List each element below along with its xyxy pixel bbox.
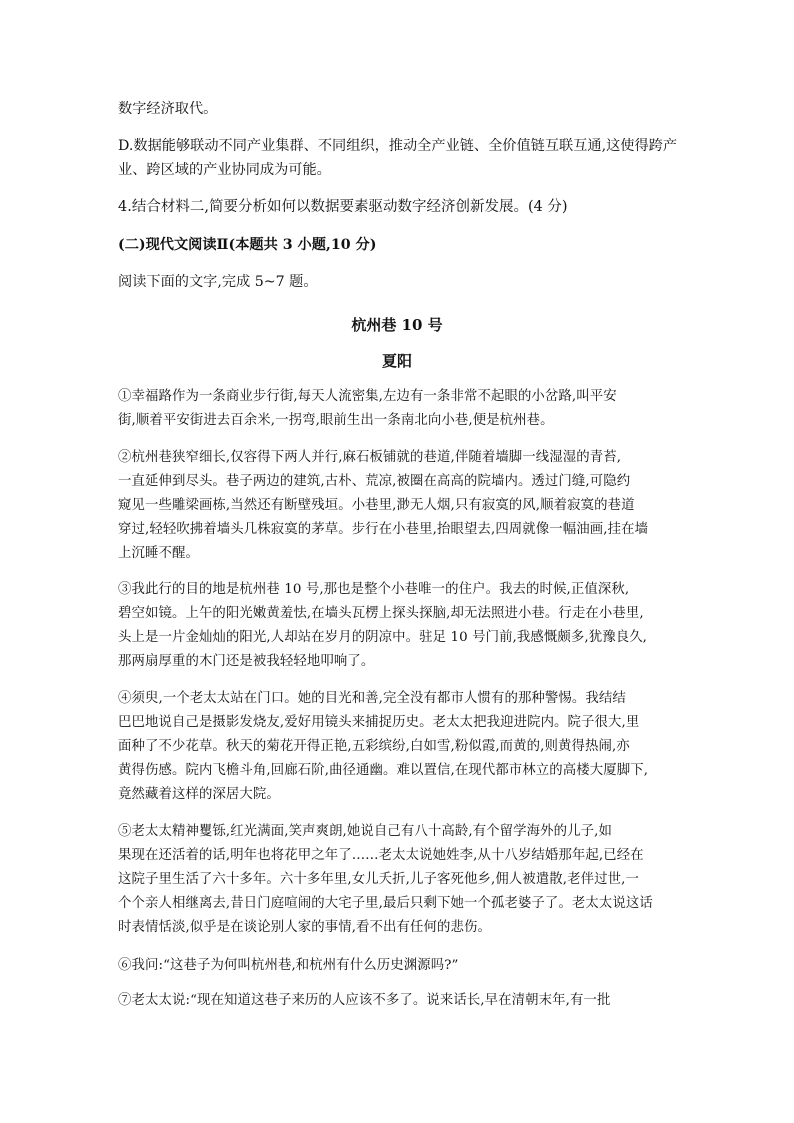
paragraph-line: 一直延伸到尽头。巷子两边的建筑,古朴、荒凉,被圈在高高的院墙内。透过门缝,可隐约 [118,474,631,489]
paragraph-line: 碧空如镜。上午的阳光嫩黄羞怯,在墙头瓦楞上探头探脑,却无法照进小巷。行走在小巷里, [118,606,644,621]
article-title: 杭州巷 10 号 [351,316,443,334]
paragraph-3 [118,578,678,674]
paragraph-4 [118,687,678,807]
paragraph-line: 竟然藏着这样的深居大院。 [118,787,280,802]
paragraph-line: 面种了不少花草。秋天的菊花开得正艳,五彩缤纷,白如雪,粉似霞,而黄的,则黄得热闹,亦 [118,739,630,754]
paragraph-line: 这院子里生活了六十多年。六十多年里,女儿夭折,儿子客死他乡,佣人被遣散,老伴过世,一 [118,872,639,887]
paragraph-2 [118,446,678,566]
paragraph-7 [118,989,678,1013]
question-4: 4.结合材料二,简要分析如何以数据要素驱动数字经济创新发展。(4 分) [118,199,568,215]
article-author: 夏阳 [381,352,412,370]
paragraph-6 [118,954,678,978]
reading-instruction: 阅读下面的文字,完成 5~7 题。 [118,274,318,290]
paragraph-line: ⑤老太太精神矍铄,红光满面,笑声爽朗,她说自己有八十高龄,有个留学海外的儿子,如 [118,824,612,839]
answer-option-d-line2: 业、跨区域的产业协同成为可能。 [118,162,331,178]
paragraph-line: 那两扇厚重的木门还是被我轻轻地叩响了。 [118,654,375,669]
paragraph-line: 穿过,轻轻吹拂着墙头几株寂寞的茅草。步行在小巷里,抬眼望去,四周就像一幅油画,挂在墙 [118,522,649,537]
paragraph-line: 时表情恬淡,似乎是在谈论别人家的事情,看不出有任何的悲伤。 [118,920,491,935]
paragraph-line: 上沉睡不醒。 [118,546,199,561]
paragraph-line: ②杭州巷狭窄细长,仅容得下两人并行,麻石板铺就的巷道,伴随着墙脚一线湿湿的青苔, [118,450,622,465]
paragraph-line: 果现在还活着的话,明年也将花甲之年了……老太太说她姓李,从十八岁结婚那年起,已经在 [118,848,644,863]
paragraph-line: 巴巴地说自己是摄影发烧友,爱好用镜头来捕捉历史。老太太把我迎进院内。院子很大,里 [118,715,640,730]
paragraph-line: 个个亲人相继离去,昔日门庭喧闹的大宅子里,最后只剩下她一个孤老婆子了。老太太说这话 [118,896,653,911]
paragraph-line: ③我此行的目的地是杭州巷 10 号,那也是整个小巷唯一的住户。我去的时候,正值深秋, [118,582,630,597]
answer-option-c-tail: 数字经济取代。 [118,101,218,117]
paragraph-line: 窥见一些雕梁画栋,当然还有断壁残垣。小巷里,渺无人烟,只有寂寞的风,顺着寂寞的巷道 [118,498,635,513]
paragraph-line: ①幸福路作为一条商业步行街,每天人流密集,左边有一条非常不起眼的小岔路,叫平安 [118,389,617,404]
paragraph-line: 街,顺着平安街进去百余米,一拐弯,眼前生出一条南北向小巷,便是杭州巷。 [118,413,554,428]
paragraph-1 [118,385,678,433]
paragraph-line: 黄得伤感。院内飞檐斗角,回廊石阶,曲径通幽。难以置信,在现代都市林立的高楼大厦脚下, [118,763,649,778]
paragraph-5 [118,820,678,940]
section-heading: (二)现代文阅读Ⅱ(本题共 3 小题,10 分) [118,237,377,253]
paragraph-line: ④须臾,一个老太太站在门口。她的目光和善,完全没有都市人惯有的那种警惕。我结结 [118,691,626,706]
paragraph-line: ⑥我问:“这巷子为何叫杭州巷,和杭州有什么历史渊源吗?” [118,958,459,973]
answer-option-d-line1: D.数据能够联动不同产业集群、不同组织，推动全产业链、全价值链互联互通,这使得跨产 [118,138,678,154]
paragraph-line: 头上是一片金灿灿的阳光,人却站在岁月的阴凉中。驻足 10 号门前,我感慨颇多,犹豫良久, [118,630,648,645]
paragraph-line: ⑦老太太说:“现在知道这巷子来历的人应该不多了。说来话长,早在清朝末年,有一批 [118,993,611,1008]
